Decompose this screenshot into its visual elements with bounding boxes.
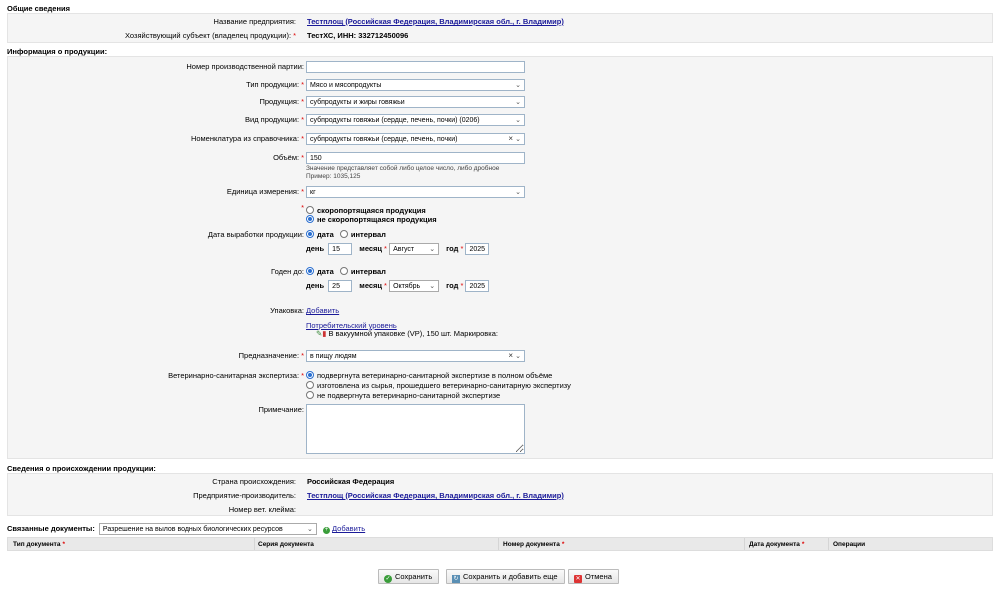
pack-add-link[interactable]: Добавить — [306, 306, 340, 315]
perish-option-2[interactable]: не скоропортящаяся продукция — [306, 215, 437, 224]
chevron-down-icon: ⌄ — [429, 246, 436, 253]
exp-label: Годен до: — [271, 267, 304, 276]
vet-label: Ветеринарно-санитарная экспертиза: — [168, 371, 300, 380]
country-value: Российская Федерация — [307, 477, 395, 486]
docs-grid-header — [7, 537, 993, 551]
exp-date-mode[interactable]: дата интервал — [306, 267, 386, 276]
kind-select[interactable] — [306, 114, 525, 126]
chevron-down-icon: ⌄ — [515, 136, 521, 143]
volume-input[interactable] — [306, 152, 525, 164]
save-button[interactable]: ✓ Сохранить — [378, 569, 439, 584]
col-doc-type[interactable]: Тип документа * — [13, 541, 66, 548]
vet-option-1[interactable]: подвергнута ветеринарно-санитарной экспертизе в полном объёме — [306, 371, 552, 380]
radio-vet-none[interactable] — [306, 391, 314, 399]
trash-icon[interactable]: ▮ — [322, 329, 327, 338]
radio-vet-full[interactable] — [306, 371, 314, 379]
type-select[interactable] — [306, 79, 525, 91]
volume-hint: Значение представляет собой либо целое число, либо дробное Пример: 1035,125 — [306, 165, 500, 180]
enterprise-link[interactable]: Тестплощ (Российская Федерация, Владимирская обл., г. Владимир) — [307, 17, 564, 26]
check-icon: ✓ — [385, 576, 391, 582]
radio-exp-interval[interactable] — [340, 267, 348, 275]
pack-item: ✎▮ В вакуумной упаковке (VP), 150 шт. Маркировка: — [316, 329, 498, 338]
plus-icon[interactable]: + — [324, 526, 329, 533]
purpose-select-value: в пищу людям — [310, 353, 357, 360]
col-doc-date[interactable]: Дата документа * — [749, 541, 805, 548]
chevron-down-icon: ⌄ — [429, 283, 436, 290]
owner-label: Хозяйствующий субъект (владелец продукции): — [125, 31, 292, 40]
cancel-button[interactable]: ✕ Отмена — [568, 569, 619, 584]
chevron-down-icon: ⌄ — [515, 99, 521, 106]
type-select-value: Мясо и мясопродукты — [310, 82, 382, 89]
docs-label: Связанные документы: — [7, 523, 95, 533]
pencil-icon[interactable]: ✎ — [316, 329, 323, 338]
exp-day-input[interactable]: 25 — [328, 280, 352, 292]
type-label: Тип продукции: — [246, 80, 300, 89]
unit-select-value: кг — [310, 189, 316, 196]
radio-vet-raw[interactable] — [306, 381, 314, 389]
nomen-label: Номенклатура из справочника: — [190, 134, 300, 143]
unit-select[interactable] — [306, 186, 525, 198]
radio-not-perishable[interactable] — [306, 215, 314, 223]
owner-value: ТестХС, ИНН: 332712450096 — [307, 31, 409, 40]
product-select[interactable] — [306, 96, 525, 108]
radio-prod-interval[interactable] — [340, 230, 348, 238]
note-textarea[interactable] — [306, 404, 525, 454]
producer-link[interactable]: Тестплощ (Российская Федерация, Владимирская обл., г. Владимир) — [307, 491, 564, 500]
docs-row — [7, 523, 365, 535]
unit-label: Единица измерения: — [226, 187, 300, 196]
product-section-title: Информация о продукции: — [7, 47, 108, 56]
prod-date-mode[interactable]: дата интервал — [306, 230, 386, 239]
nomen-select-value: субпродукты говяжьи (сердце, печень, почки) — [310, 136, 458, 143]
prod-year-input[interactable]: 2025 — [465, 243, 489, 255]
prod-date-fields: день 15 месяц * Август ⌄ год * 2025 — [306, 243, 489, 255]
pack-label: Упаковка: — [270, 306, 304, 315]
origin-panel — [7, 473, 993, 516]
volume-label: Объём: — [273, 153, 300, 162]
general-section-title: Общие сведения — [7, 4, 70, 13]
chevron-down-icon: ⌄ — [515, 189, 521, 196]
prod-date-label: Дата выработки продукции: — [207, 230, 304, 239]
batch-input[interactable] — [306, 61, 525, 73]
producer-label: Предприятие-производитель: — [193, 491, 296, 500]
chevron-down-icon: ⌄ — [515, 353, 521, 360]
radio-perishable[interactable] — [306, 206, 314, 214]
kind-label: Вид продукции: — [245, 115, 300, 124]
col-doc-number[interactable]: Номер документа * — [503, 541, 565, 548]
save-add-icon: ↻ — [453, 576, 459, 582]
perish-option-1[interactable]: скоропортящаяся продукция — [306, 206, 426, 215]
chevron-down-icon: ⌄ — [515, 117, 521, 124]
vet-option-3[interactable]: не подвергнута ветеринарно-санитарной экспертизе — [306, 391, 500, 400]
radio-exp-date[interactable] — [306, 267, 314, 275]
country-label: Страна происхождения: — [212, 477, 296, 486]
enterprise-label: Название предприятия: — [213, 17, 296, 26]
purpose-label: Предназначение: — [238, 351, 300, 360]
chevron-down-icon: ⌄ — [515, 82, 521, 89]
consumer-level-link[interactable]: Потребительский уровень — [306, 321, 397, 330]
purpose-select[interactable] — [306, 350, 525, 362]
col-doc-series[interactable]: Серия документа — [258, 541, 314, 548]
origin-section-title: Сведения о происхождении продукции: — [7, 464, 156, 473]
batch-label: Номер производственной партии: — [186, 62, 304, 71]
col-operations: Операции — [833, 541, 866, 548]
product-label: Продукция: — [259, 97, 300, 106]
clear-icon[interactable]: × — [508, 351, 513, 360]
exp-year-input[interactable]: 2025 — [465, 280, 489, 292]
prod-month-select[interactable]: Август ⌄ — [389, 243, 439, 255]
docs-type-select[interactable]: Разрешение на вылов водных биологических ресурсов ⌄ — [99, 523, 317, 535]
radio-prod-date[interactable] — [306, 230, 314, 238]
save-add-button[interactable]: ↻ Сохранить и добавить еще — [446, 569, 565, 584]
kind-select-value: субпродукты говяжьи (сердце, печень, почки) (0206) — [310, 117, 480, 124]
general-panel: Название предприятия: Тестплощ (Российская Федерация, Владимирская обл., г. Владимир) Хозяйствующий субъект (владелец продукции): * ТестХС, ИНН: 332712450096 — [7, 13, 993, 43]
prod-day-input[interactable]: 15 — [328, 243, 352, 255]
vet-option-2[interactable]: изготовлена из сырья, прошедшего ветеринарно-санитарную экспертизу — [306, 381, 571, 390]
exp-date-fields: день 25 месяц * Октябрь ⌄ год * 2025 — [306, 280, 489, 292]
docs-add-link[interactable]: Добавить — [332, 523, 366, 533]
brand-label: Номер вет. клейма: — [228, 505, 296, 514]
exp-month-select[interactable]: Октябрь ⌄ — [389, 280, 439, 292]
chevron-down-icon: ⌄ — [307, 526, 313, 533]
product-select-value: субпродукты и жиры говяжьи — [310, 99, 405, 106]
cancel-icon: ✕ — [575, 576, 581, 582]
nomen-select[interactable] — [306, 133, 525, 145]
note-label: Примечание: — [258, 405, 304, 414]
clear-icon[interactable]: × — [508, 134, 513, 143]
